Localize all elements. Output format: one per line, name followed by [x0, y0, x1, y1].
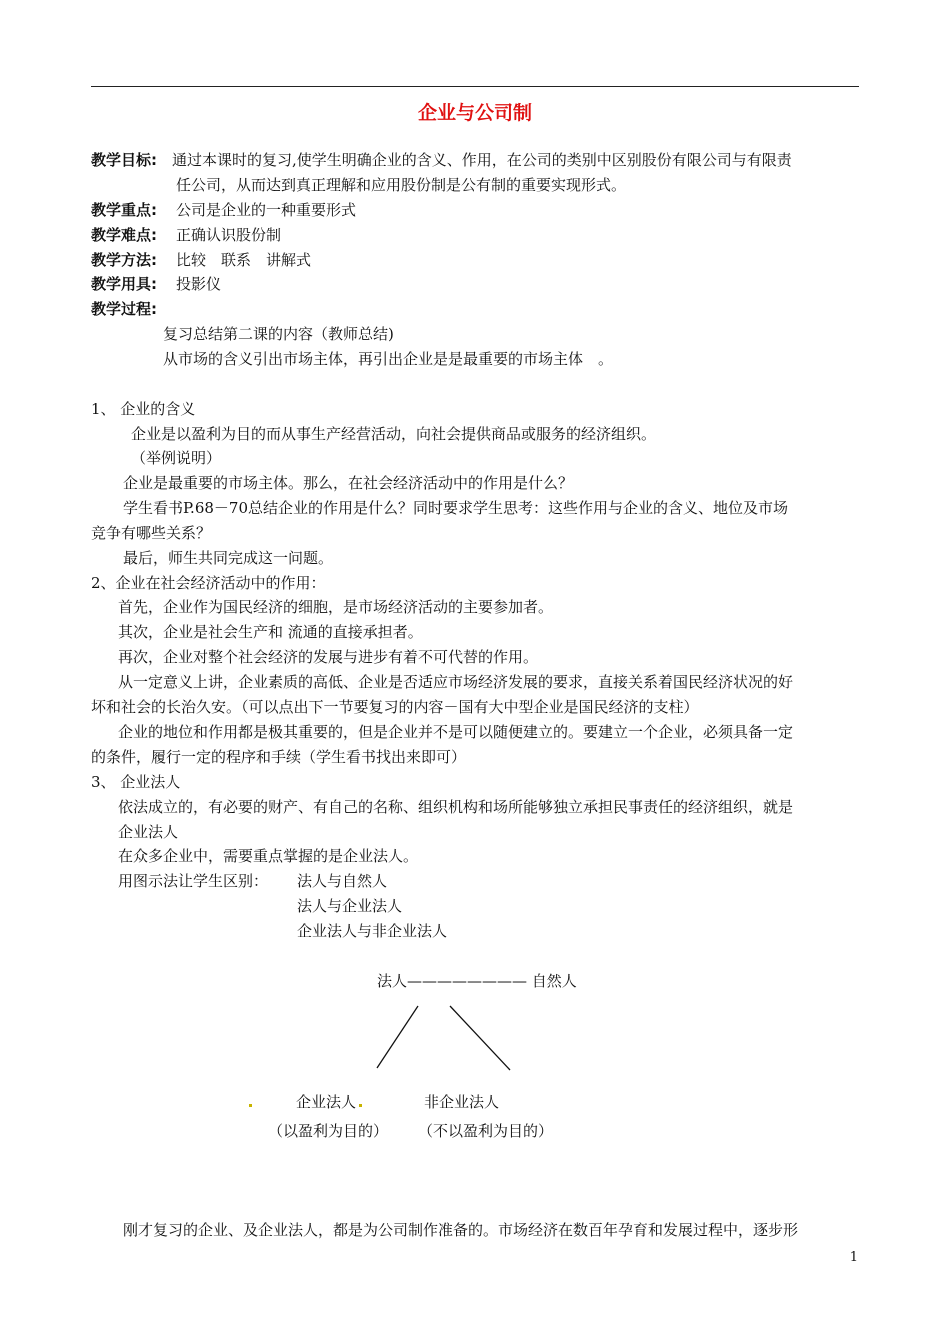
- diagram-right-note: （不以盈利为目的）: [418, 1122, 554, 1140]
- goal-label: 教学目标:: [91, 151, 157, 169]
- tool-text: 投影仪: [176, 275, 222, 293]
- paragraph: 企业的地位和作用都是极其重要的，但是企业并不是可以随便建立的。要建立一个企业，必须具备一定: [118, 723, 794, 741]
- paragraph: 再次，企业对整个社会经济的发展与进步有着不可代替的作用。: [118, 648, 539, 666]
- diagram-left-node: 企业法人: [296, 1093, 357, 1111]
- paragraph: 企业是最重要的市场主体。那么，在社会经济活动中的作用是什么？: [123, 474, 574, 492]
- comparison-item: 企业法人与非企业法人: [297, 922, 448, 940]
- paragraph: 首先，企业作为国民经济的细胞，是市场经济活动的主要参加者。: [118, 598, 554, 616]
- paragraph: 用图示法让学生区别：: [118, 872, 269, 890]
- paragraph: 复习总结第二课的内容（教师总结): [163, 325, 394, 343]
- paragraph: 刚才复习的企业、及企业法人，都是为公司制作准备的。市场经济在数百年孕育和发展过程中，逐步形: [123, 1221, 799, 1239]
- paragraph: 竞争有哪些关系？: [91, 524, 212, 542]
- page-number: 1: [849, 1250, 858, 1265]
- difficulty-text: 正确认识股份制: [176, 226, 282, 244]
- paragraph: 的条件，履行一定的程序和手续（学生看书找出来即可）: [91, 748, 467, 766]
- paragraph: （举例说明）: [131, 449, 222, 467]
- key-text: 公司是企业的一种重要形式: [176, 201, 357, 219]
- paragraph: 学生看书P.68－70总结企业的作用是什么？同时要求学生思考：这些作用与企业的含义、地位及市场: [123, 499, 788, 517]
- method-label: 教学方法:: [91, 251, 157, 269]
- paragraph: 坏和社会的长治久安。（可以点出下一节要复习的内容－国有大中型企业是国民经济的支柱）: [91, 698, 699, 716]
- difficulty-label: 教学难点:: [91, 226, 157, 244]
- paragraph: 企业法人: [118, 823, 179, 841]
- paragraph: 从一定意义上讲，企业素质的高低、企业是否适应市场经济发展的要求，直接关系着国民经济状况的好: [118, 673, 794, 691]
- page-title: 企业与公司制: [417, 102, 532, 124]
- diagram-line-left: [377, 1006, 418, 1068]
- key-label: 教学重点:: [91, 201, 157, 219]
- paragraph: 从市场的含义引出市场主体，再引出企业是是最重要的市场主体 。: [163, 350, 614, 368]
- section-heading-2: 2、企业在社会经济活动中的作用：: [91, 574, 326, 592]
- paragraph: 其次，企业是社会生产和 流通的直接承担者。: [118, 623, 423, 641]
- paragraph: 最后，师生共同完成这一问题。: [123, 549, 334, 567]
- section-heading-1: 1、 企业的含义: [91, 400, 196, 418]
- paragraph: 在众多企业中，需要重点掌握的是企业法人。: [118, 847, 419, 865]
- goal-text-1: 通过本课时的复习,使学生明确企业的含义、作用，在公司的类别中区别股份有限公司与有限责: [172, 151, 792, 169]
- process-label: 教学过程:: [91, 300, 157, 318]
- goal-text-2: 任公司，从而达到真正理解和应用股份制是公有制的重要实现形式。: [176, 176, 627, 194]
- diagram-top-label: 法人———————— 自然人: [377, 972, 577, 990]
- method-text: 比较 联系 讲解式: [176, 251, 312, 269]
- diagram-right-node: 非企业法人: [424, 1093, 500, 1111]
- speck-mark: [249, 1104, 252, 1107]
- section-heading-3: 3、 企业法人: [91, 773, 181, 791]
- diagram-left-note: （以盈利为目的）: [268, 1122, 389, 1140]
- comparison-item: 法人与自然人: [297, 872, 388, 890]
- paragraph: 依法成立的，有必要的财产、有自己的名称、组织机构和场所能够独立承担民事责任的经济组织，就是: [118, 798, 794, 816]
- paragraph: 企业是以盈利为目的而从事生产经营活动，向社会提供商品或服务的经济组织。: [131, 425, 657, 443]
- comparison-item: 法人与企业法人: [297, 897, 403, 915]
- speck-mark: [359, 1104, 362, 1107]
- diagram-line-right: [450, 1006, 510, 1070]
- tool-label: 教学用具:: [91, 275, 157, 293]
